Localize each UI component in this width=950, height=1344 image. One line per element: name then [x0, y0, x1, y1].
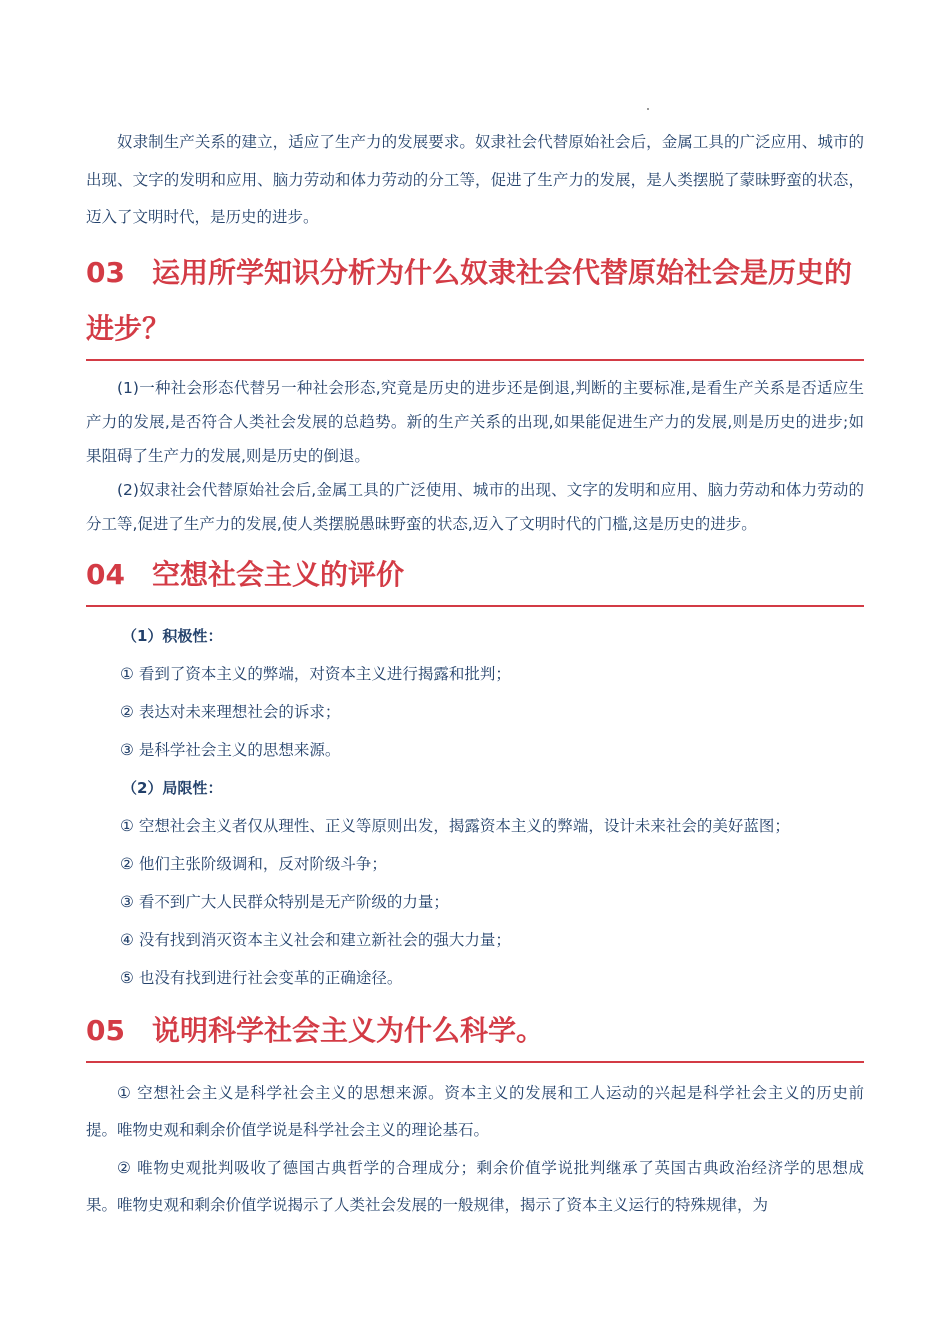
section-05-paragraph-1: ① 空想社会主义是科学社会主义的思想来源。资本主义的发展和工人运动的兴起是科学社会主义的历史前提。唯物史观和剩余价值学说是科学社会主义的理论基石。 [86, 1083, 864, 1139]
section-title: 空想社会主义的评价 [152, 557, 405, 591]
list-item: ④ 没有找到消灭资本主义社会和建立新社会的强大力量； [120, 930, 511, 949]
list-item: ② 表达对未来理想社会的诉求； [120, 702, 341, 721]
section-04-heading [86, 547, 864, 607]
list-item: ① 空想社会主义者仅从理性、正义等原则出发，揭露资本主义的弊端，设计未来社会的美好蓝图； [120, 816, 790, 835]
section-number: 03 [86, 255, 125, 289]
section-title: 运用所学知识分析为什么奴隶社会代替原始社会是历史的进步？ [86, 255, 853, 345]
list-item: ③ 是科学社会主义的思想来源。 [120, 740, 341, 759]
list-item: ② 他们主张阶级调和，反对阶级斗争； [120, 854, 387, 873]
group-label: （1）积极性： [122, 626, 223, 645]
section-05-paragraph-2: ② 唯物史观批判吸收了德国古典哲学的合理成分；剩余价值学说批判继承了英国古典政治经济学的思想成果。唯物史观和剩余价值学说揭示了人类社会发展的一般规律，揭示了资本主义运行的特殊规律，为 [86, 1158, 864, 1214]
section-title: 说明科学社会主义为什么科学。 [152, 1013, 545, 1047]
list-item: ③ 看不到广大人民群众特别是无产阶级的力量； [120, 892, 449, 911]
section-05-heading [86, 1003, 864, 1063]
document-page [86, 0, 864, 1225]
section-number: 04 [86, 557, 125, 591]
list-item: ① 看到了资本主义的弊端，对资本主义进行揭露和批判； [120, 664, 511, 683]
section-03-paragraph-1: (1)一种社会形态代替另一种社会形态,究竟是历史的进步还是倒退,判断的主要标准,是看生产关系是否适应生产力的发展,是否符合人类社会发展的总趋势。新的生产关系的出现,如果能促进生产力的发展,则是历史的进步;如果阻碍了生产力的发展,则是历史的倒退。 [86, 378, 864, 465]
section-number: 05 [86, 1013, 125, 1047]
intro-paragraph: 奴隶制生产关系的建立，适应了生产力的发展要求。奴隶社会代替原始社会后，金属工具的广泛应用、城市的出现、文字的发明和应用、脑力劳动和体力劳动的分工等，促进了生产力的发展，是人类摆脱了蒙昧野蛮的状态，迈入了文明时代，是历史的进步。 [86, 133, 864, 226]
list-item: ⑤ 也没有找到进行社会变革的正确途径。 [120, 968, 403, 987]
limitation-group [86, 769, 864, 997]
group-label: （2）局限性： [122, 778, 223, 797]
section-03-paragraph-2: (2)奴隶社会代替原始社会后,金属工具的广泛使用、城市的出现、文字的发明和应用、脑力劳动和体力劳动的分工等,促进了生产力的发展,使人类摆脱愚昧野蛮的状态,迈入了文明时代的门槛,这是历史的进步。 [86, 480, 864, 533]
positive-group [86, 617, 864, 769]
section-03-heading [86, 245, 864, 361]
